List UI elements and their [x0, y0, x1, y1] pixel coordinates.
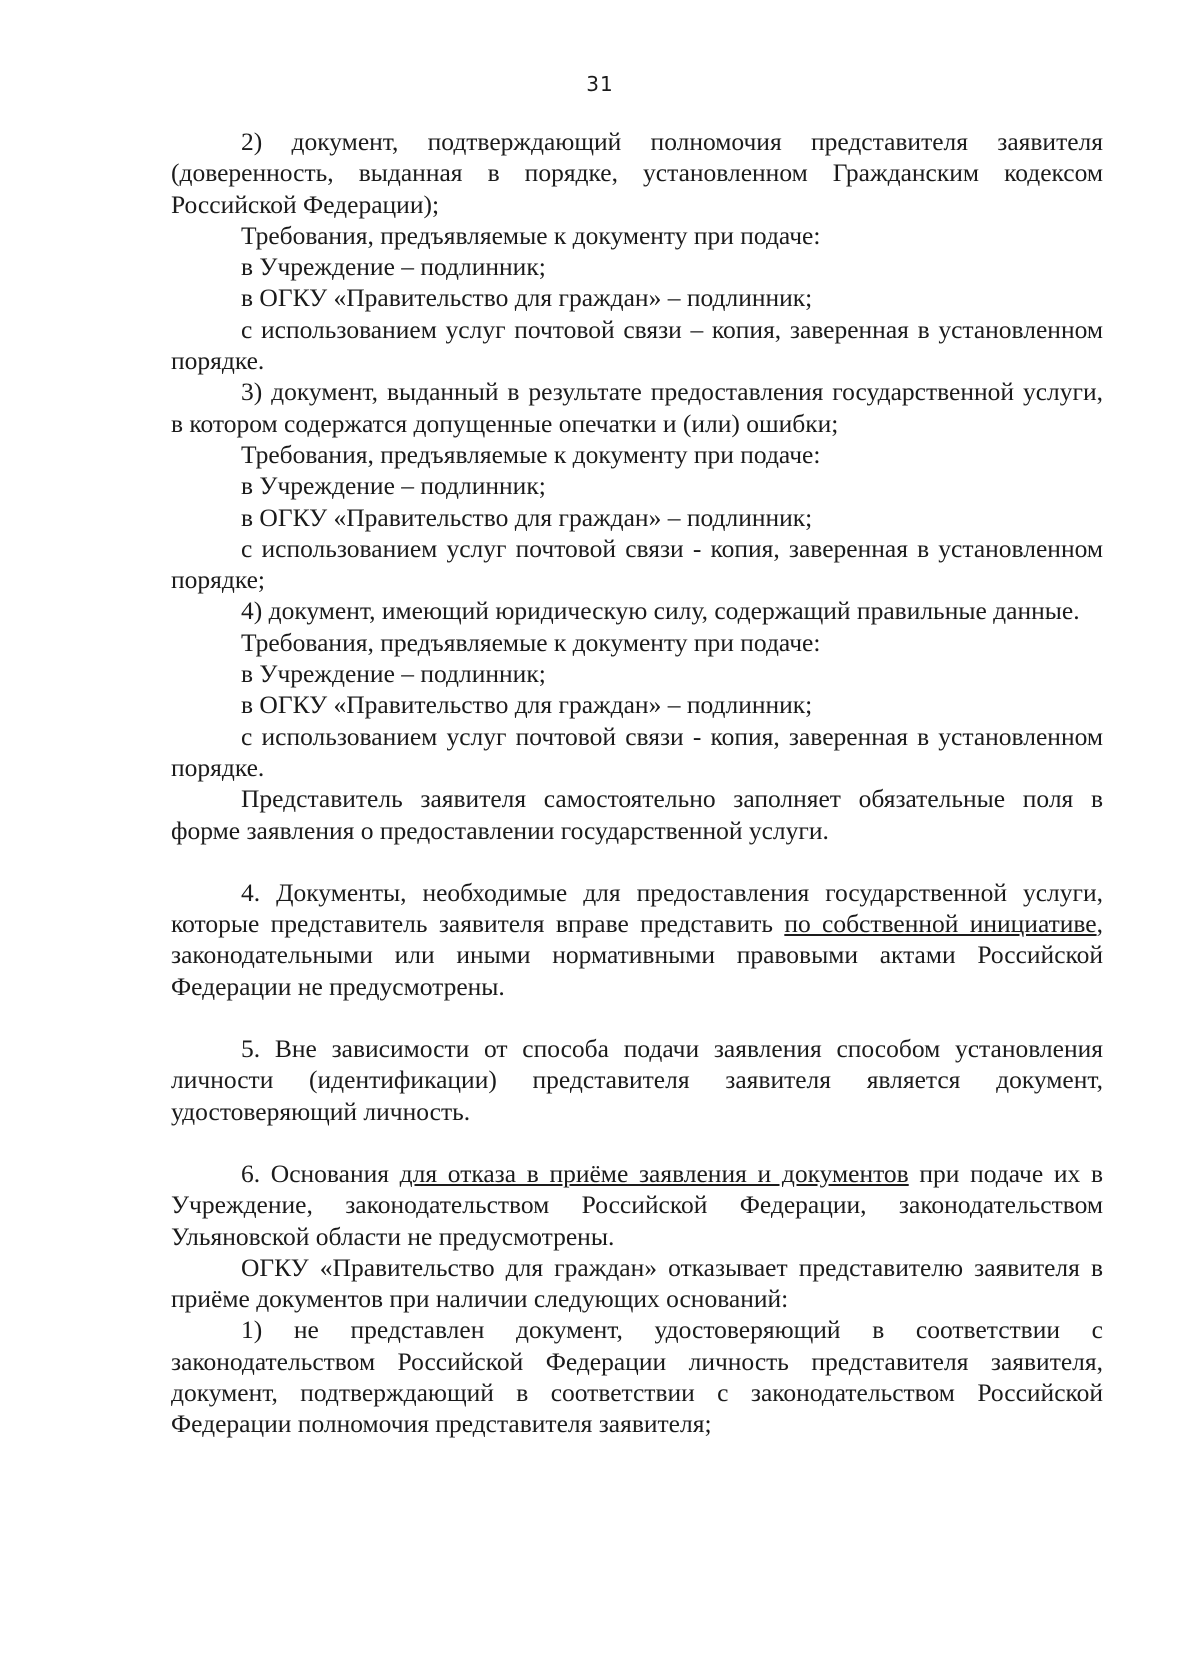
document-body [171, 126, 1103, 1440]
paragraph: в ОГКУ «Правительство для граждан» – подлинник; [241, 502, 813, 532]
paragraph: Требования, предъявляемые к документу при подаче: [241, 439, 821, 469]
underlined-text: для отказа в приёме заявления и документов [399, 1158, 909, 1188]
paragraph: в Учреждение – подлинник; [241, 252, 546, 282]
paragraph: 3) документ, выданный в результате предоставления государственной услуги, в котором содержатся допущенные опечатки и (или) ошибки; [171, 377, 1103, 438]
paragraph-section-4 [171, 877, 1103, 1002]
text-run: при подаче их в Учреждение, законодательством Российской Федерации, законодательством Ульяновской области не предусмотрены. [171, 1158, 1103, 1251]
paragraph: 1) не представлен документ, удостоверяющий в соответствии с законодательством Российской Федерации личность представителя заявителя, документ, подтверждающий в соответствии с законодательством Российской Федерации полномочия представителя заявителя; [171, 1315, 1103, 1439]
paragraph: 2) документ, подтверждающий полномочия представителя заявителя (доверенность, выданная в порядке, установленном Гражданским кодексом Российской Федерации); [171, 127, 1103, 219]
paragraph: в ОГКУ «Правительство для граждан» – подлинник; [241, 690, 813, 720]
paragraph-section-5: 5. Вне зависимости от способа подачи заявления способом установления личности (идентификации) представителя заявителя является документ, удостоверяющий личность. [171, 1034, 1103, 1126]
underlined-text: по собственной инициативе [784, 909, 1097, 939]
paragraph: в Учреждение – подлинник; [241, 659, 546, 689]
paragraph: ОГКУ «Правительство для граждан» отказывает представителю заявителя в приёме документов при наличии следующих оснований: [171, 1252, 1103, 1314]
paragraph: с использованием услуг почтовой связи – копия, заверенная в установленном порядке. [171, 314, 1103, 376]
paragraph: с использованием услуг почтовой связи - копия, заверенная в установленном порядке. [171, 721, 1103, 782]
paragraph-section-6 [171, 1158, 1103, 1252]
paragraph: Представитель заявителя самостоятельно заполняет обязательные поля в форме заявления о предоставлении государственной услуги. [171, 784, 1103, 845]
text-run: , законодательными или иными нормативными правовыми актами Российской Федерации не предусмотрены. [171, 909, 1103, 1001]
paragraph: с использованием услуг почтовой связи - копия, заверенная в установленном порядке; [171, 533, 1103, 595]
text-run: 4. Документы, необходимые для предоставления государственной услуги, которые представитель заявителя вправе представить [171, 877, 1103, 939]
page-number: 31 [586, 72, 614, 96]
paragraph: Требования, предъявляемые к документу при подаче: [241, 627, 821, 657]
paragraph: Требования, предъявляемые к документу при подаче: [241, 220, 821, 250]
paragraph: в Учреждение – подлинник; [241, 471, 546, 501]
paragraph: 4) документ, имеющий юридическую силу, содержащий правильные данные. [241, 596, 1080, 626]
text-run: 6. Основания [241, 1158, 400, 1188]
paragraph: в ОГКУ «Правительство для граждан» – подлинник; [241, 283, 813, 313]
